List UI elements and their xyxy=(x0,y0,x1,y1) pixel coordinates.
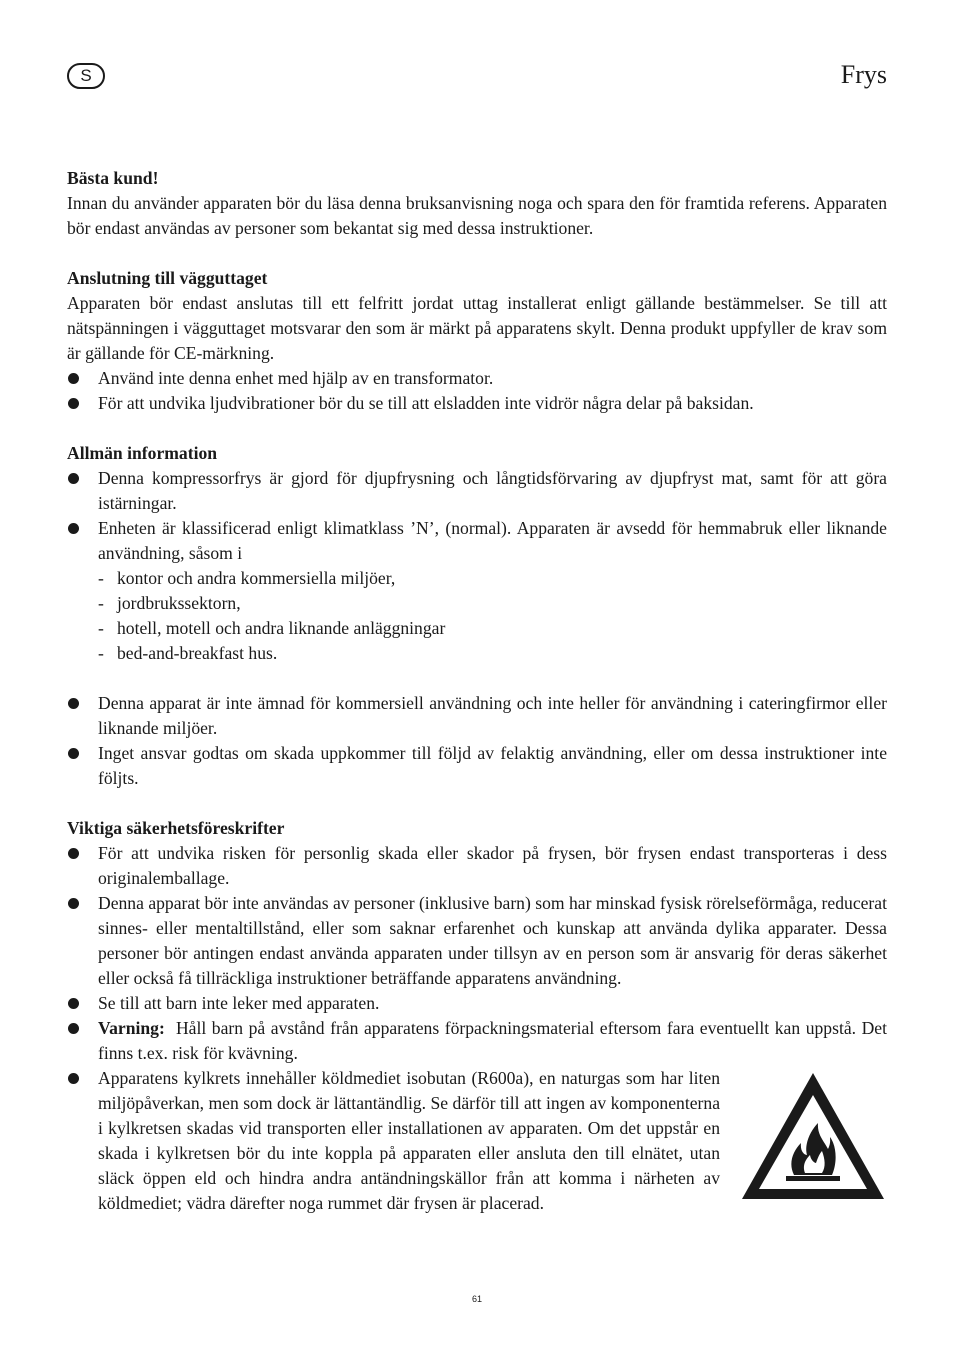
bullet-icon xyxy=(68,1073,79,1084)
bullet-icon xyxy=(68,398,79,409)
list-item: Varning: Håll barn på avstånd från apparatens förpackningsmaterial eftersom fara eventuellt kan uppstå. Det finns t.ex. risk för kvävning. xyxy=(67,1016,887,1066)
list-item: Enheten är klassificerad enligt klimatklass ’N’, (normal). Apparaten är avsedd för hemmabruk eller liknande användning, såsom i - kontor och andra kommersiella miljöer, - jordbrukssektorn, - hotell, motell och andra liknande anläggningar - bed-and-breakfast hus. xyxy=(67,516,887,666)
connection-list xyxy=(67,366,887,416)
connection-section xyxy=(67,266,887,416)
bullet-icon xyxy=(68,998,79,1009)
bullet-icon xyxy=(68,523,79,534)
bullet-icon xyxy=(68,473,79,484)
language-badge xyxy=(67,63,105,89)
flammable-warning-icon xyxy=(738,1069,888,1203)
bullet-icon xyxy=(68,698,79,709)
language-code: S xyxy=(80,66,92,85)
intro-section xyxy=(67,166,887,241)
document-body xyxy=(67,166,887,1241)
list-item: Denna kompressorfrys är gjord för djupfrysning och långtidsförvaring av djupfryst mat, samt för att göra istärningar. xyxy=(67,466,887,516)
list-item: För att undvika ljudvibrationer bör du se till att elsladden inte vidrör några delar på baksidan. xyxy=(67,391,887,416)
list-item xyxy=(67,1066,887,1216)
list-item: Inget ansvar godtas om skada uppkommer till följd av felaktig användning, eller om dessa instruktioner inte följts. xyxy=(67,741,887,791)
page-title: Frys xyxy=(840,60,887,89)
intro-text: Innan du använder apparaten bör du läsa denna bruksanvisning noga och spara den för framtida referens. Apparaten bör endast användas av personer som bekantat sig med dessa instruktioner. xyxy=(67,193,887,238)
connection-heading: Anslutning till vägguttaget xyxy=(67,268,268,288)
list-item: Använd inte denna enhet med hjälp av en transformator. xyxy=(67,366,887,391)
refrigerant-text: Apparatens kylkrets innehåller köldmediet isobutan (R600a), en naturgas som har liten miljöpåverkan, men som dock är lättantändlig. Se därför till att ingen av komponenterna i kylkretsen skadas vid transporten eller installationen av apparaten. Om det uppstår en skada i kylkretsen bör du inte koppla på apparaten eller ansluta den till elnätet, utan släck öppen eld och hindra andra antändningskällor från att komma i närheten av köldmediet; vädra därefter noga rummet där frysen är placerad. xyxy=(98,1068,720,1213)
bullet-icon xyxy=(68,748,79,759)
usage-sublist xyxy=(98,566,887,666)
sub-list-item: - kontor och andra kommersiella miljöer, xyxy=(98,568,396,588)
safety-section xyxy=(67,816,887,1216)
sub-list-item: - hotell, motell och andra liknande anläggningar xyxy=(98,618,446,638)
list-item: Denna apparat är inte ämnad för kommersiell användning och inte heller för användning i cateringfirmor eller liknande miljöer. xyxy=(67,691,887,741)
general-list xyxy=(67,466,887,666)
list-item: Denna apparat bör inte användas av personer (inklusive barn) som har minskad fysisk rörelseförmåga, reducerat sinnes- eller mentaltillstånd, eller som saknar erfarenhet och kunskap att använda dylika apparater. Dessa personer bör antingen endast använda apparaten under tillsyn av en person som är ansvarig för deras säkerhet eller också få tillräckliga instruktioner beträffande apparatens användning. xyxy=(67,891,887,991)
sub-list-item: - jordbrukssektorn, xyxy=(98,593,241,613)
general-section xyxy=(67,441,887,791)
page-number: 61 xyxy=(471,1294,482,1304)
safety-heading: Viktiga säkerhetsföreskrifter xyxy=(67,818,285,838)
warning-label: Varning: xyxy=(98,1018,165,1038)
connection-text: Apparaten bör endast anslutas till ett felfritt jordat uttag installerat enligt gällande bestämmelser. Se till att nätspänningen i vägguttaget motsvarar den som är märkt på apparatens skylt. Denna produkt uppfyller de krav som är gällande för CE-märkning. xyxy=(67,293,887,363)
intro-heading: Bästa kund! xyxy=(67,168,159,188)
bullet-icon xyxy=(68,373,79,384)
bullet-icon xyxy=(68,898,79,909)
list-item: Se till att barn inte leker med apparaten. xyxy=(67,991,887,1016)
general-heading: Allmän information xyxy=(67,443,218,463)
safety-list xyxy=(67,841,887,1216)
bullet-icon xyxy=(68,1023,79,1034)
bullet-icon xyxy=(68,848,79,859)
general-list-2 xyxy=(67,691,887,791)
sub-list-item: - bed-and-breakfast hus. xyxy=(98,643,278,663)
list-item: För att undvika risken för personlig skada eller skador på frysen, bör frysen endast transporteras i dess originalemballage. xyxy=(67,841,887,891)
